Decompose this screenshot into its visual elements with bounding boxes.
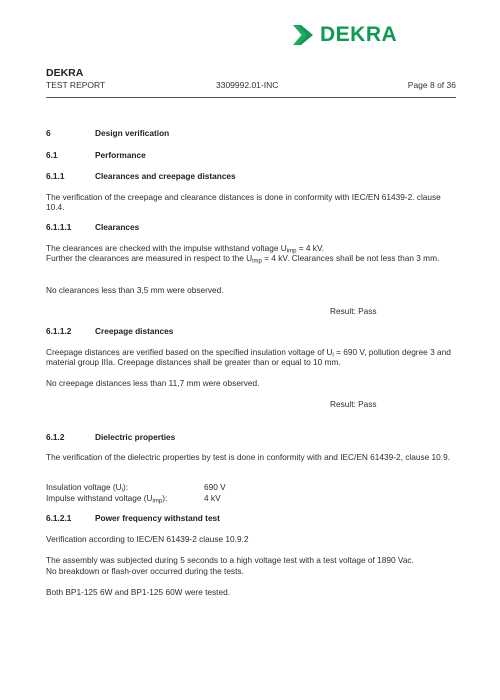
- insulation-voltage-label: Insulation voltage $(U_i)$:: [46, 482, 129, 494]
- section-6-number: 6: [46, 128, 51, 138]
- header-page-number: Page 8 of 36: [407, 80, 456, 90]
- section-6-title: Design verification: [95, 128, 170, 138]
- section-6-1-1-text: The verification of the creepage and clearance distances is done in conformity with IEC/EN 61439-2. clause 10.4.: [46, 192, 441, 212]
- power-frequency-line-2: No breakdown or flash-over occurred during the tests.: [46, 566, 244, 576]
- power-frequency-line-1: The assembly was subjected during 5 seconds to a high voltage test with a test voltage of 1890 Vac.: [46, 555, 414, 565]
- section-6-1-1-2-title: Creepage distances: [95, 326, 174, 336]
- dekra-logo: [291, 22, 397, 48]
- header-company: DEKRA: [46, 67, 84, 79]
- section-6-1-2-1-title: Power frequency withstand test: [95, 513, 220, 523]
- impulse-voltage-label: Impulse withstand voltage $(U_{imp})$:: [46, 493, 168, 505]
- clearances-result: Result: Pass: [330, 306, 377, 316]
- creepage-observed: No creepage distances less than 11,7 mm were observed.: [46, 378, 260, 388]
- power-frequency-tested: Both BP1-125 6W and BP1-125 60W were tested.: [46, 587, 231, 597]
- dielectric-text: The verification of the dielectric properties by test is done in conformity with and IEC/EN 61439-2, clause 10.9.: [46, 452, 450, 462]
- clearances-line-1: The clearances are checked with the impulse withstand voltage $U_{imp} = 4$ kV.: [46, 243, 325, 255]
- section-6-1-2-number: 6.1.2: [46, 432, 65, 442]
- clearances-paragraph: [46, 243, 456, 263]
- header-doc-number: 3309992.01-INC: [216, 80, 279, 90]
- logo-text: DEKRA: [320, 23, 398, 46]
- insulation-voltage-value: 690 V: [204, 482, 226, 492]
- header-divider: [46, 97, 456, 98]
- section-6-1-1-1-number: 6.1.1.1: [46, 222, 72, 232]
- header-doc-type: TEST REPORT: [46, 80, 106, 90]
- section-6-1-title: Performance: [95, 150, 146, 160]
- clearances-observed: No clearances less than 3,5 mm were observed.: [46, 285, 224, 295]
- section-6-1-1-number: 6.1.1: [46, 171, 65, 181]
- creepage-result: Result: Pass: [330, 399, 377, 409]
- header-row: [46, 80, 456, 92]
- section-6-1-2-1-number: 6.1.2.1: [46, 513, 72, 523]
- section-6-1-number: 6.1: [46, 150, 58, 160]
- section-6-1-2-title: Dielectric properties: [95, 432, 176, 442]
- impulse-voltage-value: 4 kV: [204, 493, 221, 503]
- section-6-1-1-1-title: Clearances: [95, 222, 140, 232]
- section-6-1-1-title: Clearances and creepage distances: [95, 171, 236, 181]
- creepage-paragraph: Creepage distances are verified based on the specified insulation voltage of $U_i = 690$ V, pollution degree 3 and material group IIIa. Creepage distances shall be greater than or equal to 10 mm.: [46, 347, 451, 367]
- section-6-1-1-2-number: 6.1.1.2: [46, 326, 72, 336]
- dekra-arrow-icon: [291, 22, 315, 48]
- clearances-line-2: Further the clearances are measured in respect to the $U_{imp} = 4$ kV. Clearances shall be not less than 3 mm.: [46, 253, 440, 265]
- power-frequency-verification: Verification according to IEC/EN 61439-2 clause 10.9.2: [46, 534, 249, 544]
